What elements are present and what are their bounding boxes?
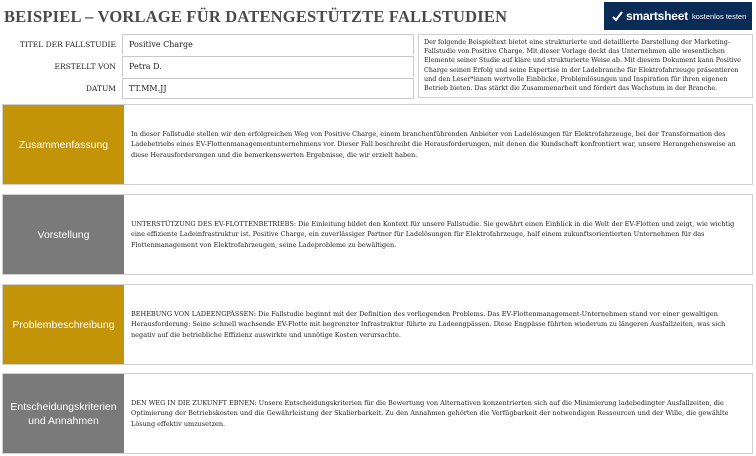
meta-row-date xyxy=(4,78,414,99)
checkmark-icon xyxy=(612,11,623,22)
meta-row-author xyxy=(4,56,414,77)
section-label: Entscheidungskriterien und Annahmen xyxy=(3,374,124,453)
section-text[interactable]: In dieser Fallstudie stellen wir den erfolgreichen Weg von Positive Charge, einem branchenführenden Anbieter von Ladelösungen für Elektrofahrzeuge, bei der Transformation des Ladebetriebs eines EV-Flottenmanagementunternehmens vor. Dieser Fall beschreibt die Herausforderungen, mit denen die Kundschaft konfrontiert war, unsere Herangehensweise an diese Herausforderungen und die bemerkenswerten Ergebnisse, die wir erzielt haben. xyxy=(131,130,736,159)
section-text[interactable]: DEN WEG IN DIE ZUKUNFT EBNEN: Unsere Entscheidungskriterien für die Bewertung von Alternativen konzentrierten sich auf die Minimierung ladebedingter Ausfallzeiten, die Optimierung der Betriebskosten und die Gewährleistung der Skalierbarkeit. Zu den Annahmen gehörten die Verfügbarkeit der notwendigen Ressourcen und der Wille, die gewählte Lösung effektiv umzusetzen. xyxy=(131,399,729,428)
author-field[interactable]: Petra D. xyxy=(122,56,414,77)
logo-brand: smartsheet xyxy=(626,9,689,23)
section-label: Problembeschreibung xyxy=(3,285,124,364)
section-summary xyxy=(2,104,753,185)
section-label: Vorstellung xyxy=(3,195,124,274)
case-study-title-field[interactable]: Positive Charge xyxy=(122,34,414,55)
section-problem-description xyxy=(2,284,753,365)
intro-text: Der folgende Beispieltext bietet eine strukturierte und detaillierte Darstellung der Marketing-Fallstudie von Positive Charge. Mit dieser Vorlage deckt das Unternehmen alle wesentlichen Elemente seiner Studie auf klare und strukturierte Weise ab. Mit diesem Dokument kann Positive Charge seinen Erfolg und seine Expertise in der Ladebranche für Elektrofahrzeuge präsentieren und den Leser*innen wertvolle Einblicke, Problemlösungen und Inspiration für ihren eigenen Betrieb bieten. Das stärkt die Zusammenarbeit und fördert das Wachstum in der Branche. xyxy=(418,34,753,98)
meta-row-title xyxy=(4,34,414,55)
meta-table xyxy=(4,34,414,100)
date-field[interactable]: TT.MM.JJ xyxy=(122,78,414,99)
meta-label: ERSTELLT VON xyxy=(54,62,116,71)
section-text[interactable]: UNTERSTÜTZUNG DES EV-FLOTTENBETRIEBS: Die Einleitung bildet den Kontext für unsere Fallstudie. Sie gewährt einen Einblick in die Welt der EV-Flotten und zeigt, wie wichtig eine effiziente Ladeinfrastruktur ist. Positive Charge, ein zuverlässiger Partner für Ladelösungen für Elektrofahrzeuge, half einem zukunftsorientierten Unternehmen für das Flottenmanagement von Elektrofahrzeugen, seine Ladeprobleme zu bewältigen. xyxy=(131,220,735,249)
section-introduction xyxy=(2,194,753,275)
smartsheet-logo-button[interactable] xyxy=(604,2,752,30)
logo-tagline: kostenlos testen xyxy=(692,11,747,21)
page-title: BEISPIEL – VORLAGE FÜR DATENGESTÜTZTE FALLSTUDIEN xyxy=(4,7,508,26)
meta-label: TITEL DER FALLSTUDIE xyxy=(19,40,116,49)
section-label: Zusammenfassung xyxy=(3,105,124,184)
meta-label: DATUM xyxy=(85,84,116,93)
section-decision-criteria xyxy=(2,373,753,454)
section-text[interactable]: BEHEBUNG VON LADEENGPÄSSEN: Die Fallstudie beginnt mit der Definition des vorliegenden Problems. Das EV-Flottenmanagement-Unternehmen stand vor einer gewaltigen Herausforderung: Seine schnell wachsende EV-Flotte mit begrenzter Infrastruktur führte zu Ladeengpässen. Diese Engpässe führten wiederum zu längeren Ausfallzeiten, was sich negativ auf die betriebliche Effizienz auswirkte und unnötige Kosten verursachte. xyxy=(131,310,726,339)
